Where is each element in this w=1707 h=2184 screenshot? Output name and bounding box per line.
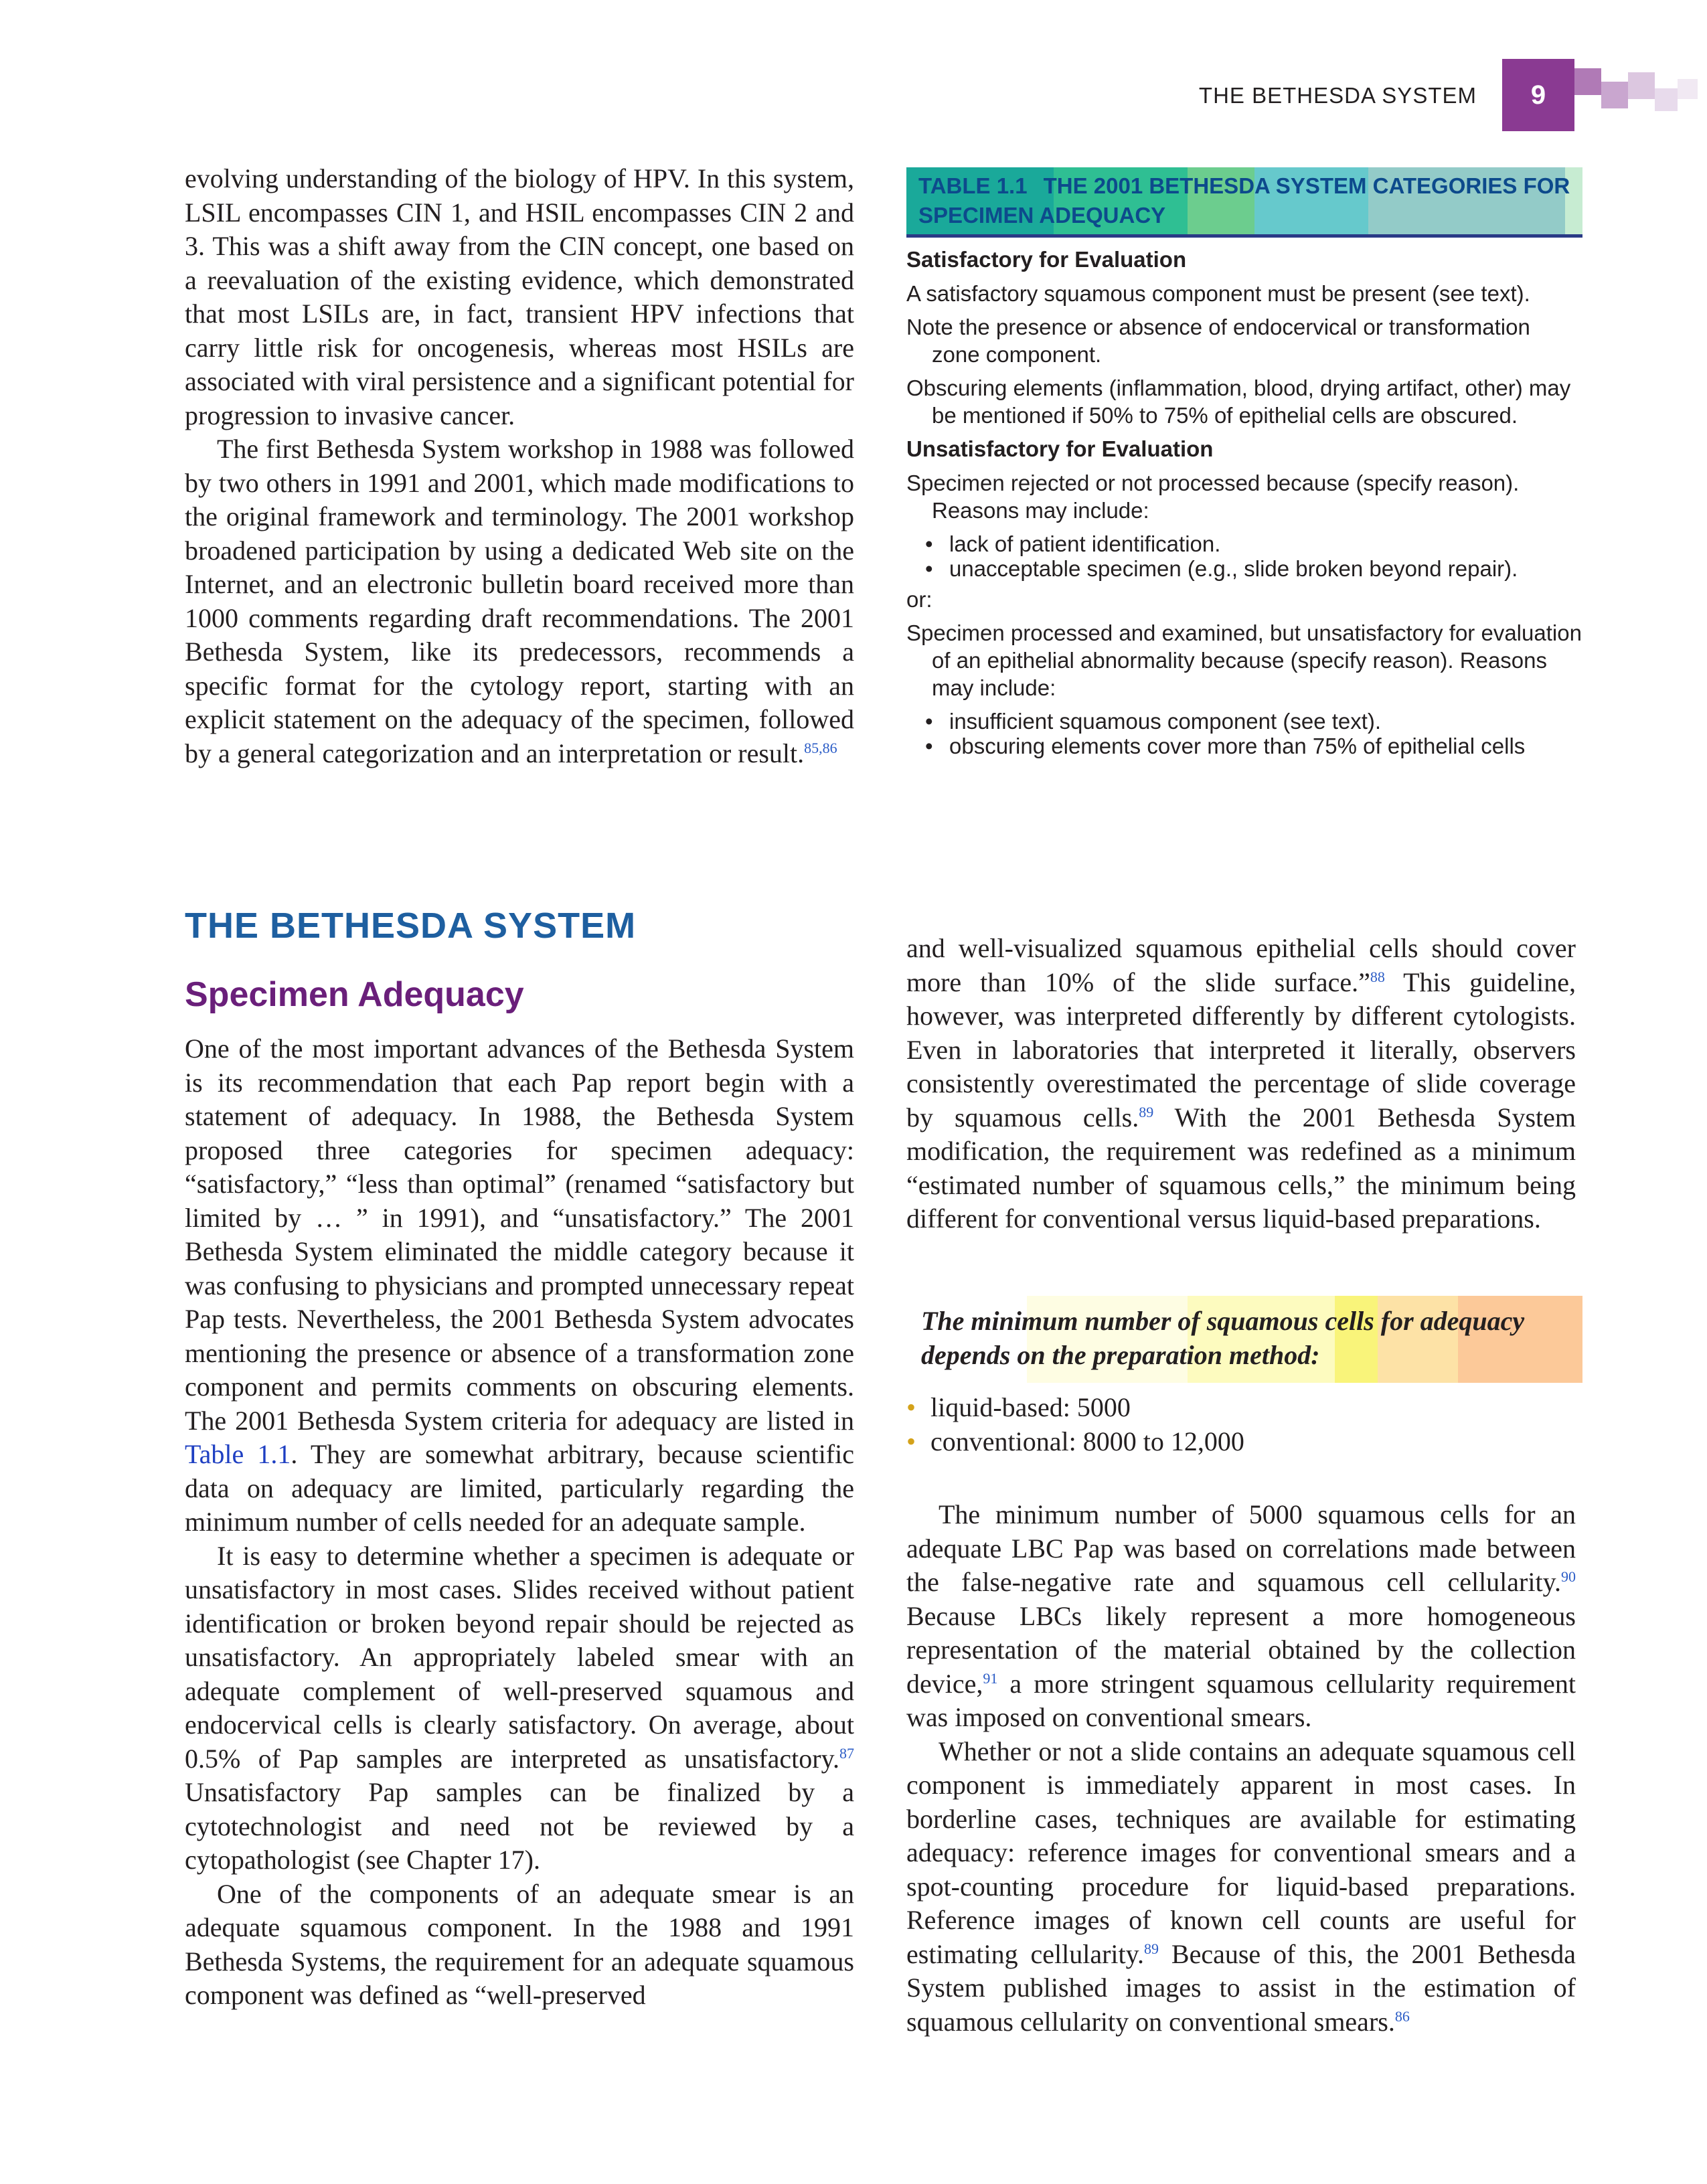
table-bullet: • insufficient squamous component (see text). [925,707,1582,735]
table-subheading: Unsatisfactory for Evaluation [906,436,1214,461]
table-item: Obscuring elements (inflammation, blood, drying artifact, other) may be mentioned if 50% to 75% of epithelial cells are obscured. [906,375,1571,428]
table-item: A satisfactory squamous component must be present (see text). [906,281,1530,306]
citation-ref[interactable]: 89 [1139,1103,1154,1120]
body-paragraph: evolving understanding of the biology of HPV. In this system, LSIL encompasses CIN 1, and HSIL encompasses CIN 2 and 3. This was a shift away from the CIN concept, one based on a reevaluation of the existing evidence, which demonstrated that most LSILs are, in fact, transient HPV infections that carry little risk for oncogenesis, whereas most HSILs are associated with viral persistence and a significant potential for progression to invasive cancer. [185,163,854,430]
body-paragraph [906,1735,1576,2039]
table-label: TABLE 1.1 [918,173,1028,198]
citation-ref[interactable]: 88 [1370,968,1385,985]
table-item: Note the presence or absence of endocervical or transformation zone component. [906,315,1530,367]
paragraph-text: a more stringent squamous cellularity requirement was imposed on conventional smears. [906,1668,1576,1732]
page-tab-strip [1502,59,1703,131]
running-header: THE BETHESDA SYSTEM [1198,83,1477,108]
callout-list [906,1391,1576,1458]
callout-item: conventional: 8000 to 12,000 [930,1426,1244,1456]
citation-ref[interactable]: 85,86 [804,739,837,756]
body-paragraph [185,1539,854,1877]
section-heading: THE BETHESDA SYSTEM [185,906,637,946]
body-paragraph [185,1032,854,1539]
tab-block [1655,88,1678,111]
paragraph-text: Because LBCs likely represent a more homogeneous representation of the material obtained by the collection device, [906,1600,1576,1699]
table-or: or: [906,587,932,612]
table-subheading: Satisfactory for Evaluation [906,247,1187,272]
paragraph-text: and well-visualized squamous epithelial cells should cover more than 10% of the slide surface.” [906,933,1576,997]
subsection-heading: Specimen Adequacy [185,975,524,1014]
table-1-1 [906,167,1582,763]
key-point-callout [906,1296,1582,1383]
table-bullet: • obscuring elements cover more than 75% of epithelial cells [925,735,1582,758]
citation-ref[interactable]: 87 [839,1744,854,1762]
right-column-middle [906,932,1576,1236]
citation-ref[interactable]: 91 [983,1669,998,1687]
tab-block [1628,72,1655,99]
table-title-text: THE 2001 BETHESDA SYSTEM CATEGORIES FOR SPECIMEN ADEQUACY [918,173,1570,228]
page-number: 9 [1502,59,1574,131]
citation-ref[interactable]: 89 [1144,1940,1159,1957]
tab-block [1601,82,1628,108]
paragraph-text: It is easy to determine whether a specimen is adequate or unsatisfactory in most cases. Slides received without patient identification or broken beyond repair should be rejected as unsatisfactory. An appropriately labeled smear with an adequate complement of well-preserved squamous and endocervical cells is clearly satisfactory. On average, about 0.5% of Pap samples are interpreted as unsatisfactory. [185,1540,854,1774]
paragraph-text: The first Bethesda System workshop in 1988 was followed by two others in 1991 and 2001, which made modifications to the original framework and terminology. The 2001 workshop broadened participation by using a dedicated Web site on the Internet, and an electronic bulletin board received more than 1000 comments regarding draft recommendations. The 2001 Bethesda System, like its predecessors, recommends a specific format for the cytology report, starting with an explicit statement on the adequacy of the specimen, followed by a general categorization and an interpretation or result. [185,434,854,768]
table-header [906,167,1582,234]
paragraph-text: Whether or not a slide contains an adequate squamous cell component is immediately apparent in most cases. In borderline cases, techniques are available for estimating adequacy: reference images for conventional smears and a spot-counting procedure for liquid-based preparations. Reference images of known cell counts are useful for estimating cellularity. [906,1736,1576,1969]
callout-bullet [906,1391,1576,1425]
table-item: Specimen rejected or not processed because (specify reason). Reasons may include: [906,471,1520,523]
paragraph-text: One of the most important advances of the Bethesda System is its recommendation that each Pap report begin with a statement of adequacy. In 1988, the Bethesda System proposed three categories for specimen adequacy: “satisfactory,” “less than optimal” (renamed “satisfactory but limited by … ” in 1991), and “unsatisfactory.” The 2001 Bethesda System eliminated the middle category because it was confusing to physicians and prompted unnecessary repeat Pap tests. Nevertheless, the 2001 Bethesda System advocates mentioning the presence or absence of a transformation zone component and permits comments on obscuring elements. The 2001 Bethesda System criteria for adequacy are listed in [185,1033,854,1436]
tab-block [1574,68,1601,95]
paragraph-text: This guideline, however, was interpreted differently by different cytologists. Even in laboratories that interpreted it literally, observers consistently overestimated the percentage of slide coverage by squamous cells. [906,967,1576,1132]
right-column-bottom [906,1498,1576,2039]
bullet-dot: • [906,1392,916,1422]
table-link[interactable]: Table 1.1 [185,1439,291,1469]
body-paragraph [185,432,854,770]
table-title [918,171,1574,230]
paragraph-text: The minimum number of 5000 squamous cells for an adequate LBC Pap was based on correlations made between the false-negative rate and squamous cell cellularity. [906,1499,1576,1597]
table-item: Specimen processed and examined, but unsatisfactory for evaluation of an epithelial abnormality because (specify reason). Reasons may include: [906,620,1582,700]
bullet-dot: • [906,1426,916,1456]
body-paragraph [906,1498,1576,1735]
table-bullet: • unacceptable specimen (e.g., slide broken beyond repair). [925,558,1582,580]
table-bullet: • lack of patient identification. [925,530,1582,558]
callout-item: liquid-based: 5000 [930,1392,1131,1422]
body-paragraph: One of the components of an adequate smear is an adequate squamous component. In the 1988 and 1991 Bethesda Systems, the requirement for an adequate squamous component was defined as “well-preserved [185,1878,854,2010]
paragraph-text: Because of this, the 2001 Bethesda System published images to assist in the estimation of squamous cellularity on conventional smears. [906,1938,1576,2037]
tab-block [1678,79,1698,99]
table-body [906,238,1582,758]
citation-ref[interactable]: 86 [1394,2007,1410,2025]
left-column-bottom [185,1032,854,2013]
paragraph-text: . They are somewhat arbitrary, because scientific data on adequacy are limited, particularly regarding the minimum number of cells needed for an adequate sample. [185,1439,854,1537]
paragraph-text: Unsatisfactory Pap samples can be finalized by a cytotechnologist and need not be reviewed by a cytopathologist (see Chapter 17). [185,1777,854,1875]
body-paragraph [906,932,1576,1236]
citation-ref[interactable]: 90 [1561,1568,1576,1585]
paragraph-text: With the 2001 Bethesda System modification, the requirement was redefined as a minimum “estimated number of squamous cells,” the minimum being different for conventional versus liquid-based preparations. [906,1102,1576,1234]
left-column-top [185,162,854,770]
callout-text: The minimum number of squamous cells for adequacy depends on the preparation method: [921,1306,1525,1370]
callout-bullet [906,1425,1576,1459]
